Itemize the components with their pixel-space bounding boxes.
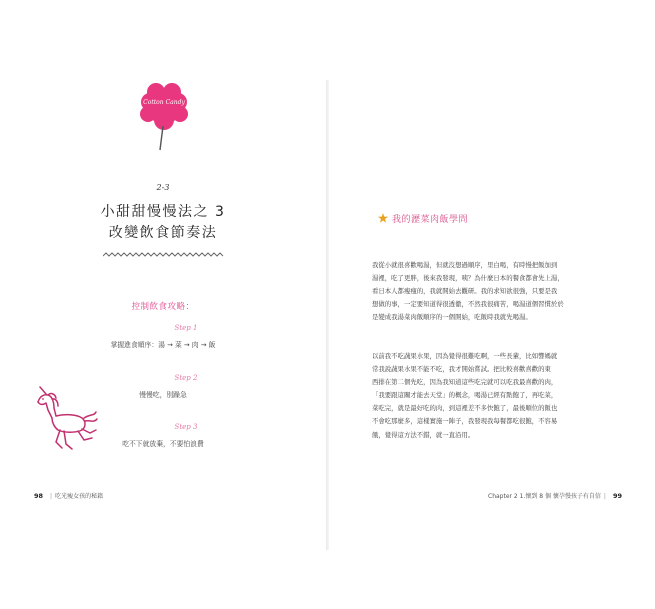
step-1-text: 掌握進食順序：湯 → 菜 → 肉 → 飯 xyxy=(110,341,216,349)
candy-label: Cotton Candy xyxy=(143,99,185,106)
paragraph-line: 想做的事，一定要知道得很透徹，不然我很痛苦，喝湯道個習慣於於 xyxy=(372,300,564,309)
paragraph-line: 「我要跟這關才能去天堂」的概念，喝湯已經有點飽了，再吃菜， xyxy=(372,391,558,400)
section-title: 我的瀝菜肉飯學問 xyxy=(392,215,469,225)
paragraph-line: 不會吃那麼多，這樣實施一陣子，我發現我每餐都吃很飽，不容易 xyxy=(372,417,558,426)
step-1-label: Step 1 xyxy=(174,324,198,332)
paragraph-line: 以前我不吃蔬果水果，因為覺得很難吃啊，一些長輩，比如響媽就 xyxy=(372,352,558,360)
step-3-text: 吃不下就放棄，不要怕浪費 xyxy=(122,440,204,448)
chapter-title-line1: 小甜甜慢慢法之 3 xyxy=(100,204,226,220)
paragraph-1 xyxy=(372,259,604,324)
paragraph-line: 菜吃完，就是最好吃的肉，到這裡差不多快飽了，最後順位的飯也 xyxy=(372,404,558,413)
paragraph-line: 西排在第二個先吃，因為我知道這些吃完就可以吃我最喜歡的肉， xyxy=(372,378,558,387)
star-icon xyxy=(378,213,388,223)
book-gutter xyxy=(326,80,329,550)
right-footer-chapter: Chapter 2 xyxy=(488,493,518,500)
paragraph-2 xyxy=(372,350,604,442)
paragraph-line: 常我說蔬果水果不能不吃，我才開始嘗試。把比較喜歡喜歡的東 xyxy=(372,365,551,374)
chapter-title-line2: 改變飲食節奏法 xyxy=(108,225,218,241)
unicorn-icon xyxy=(34,386,100,456)
paragraph-line: 湯裡，吃了更胖，後來我發現，咦？為什麼日本的餐食都會先上湯， xyxy=(372,274,564,283)
step-2-label: Step 2 xyxy=(174,374,198,382)
left-page-number: 98 xyxy=(34,492,44,500)
step-3-label: Step 3 xyxy=(174,423,198,431)
right-footer-title: 1.懷到 8 個 懷孕慢孩子有自信 xyxy=(519,493,601,500)
paragraph-line: 餓，覺得這方法不錯，就一直沿用。 xyxy=(372,430,475,439)
paragraph-line: 看日本人都瘦瘦的，我就開始去觀研。我的求知欲很強，只要是我 xyxy=(372,287,558,296)
paragraph-line: 是變成我湯菜肉飯順序的一個開始，吃飯時我就先喝湯。 xyxy=(372,313,532,322)
paragraph-line: 我從小就很喜歡喝湯，但就沒想過順序，里白喝，有時慢把飯加到 xyxy=(372,261,558,269)
left-footer xyxy=(34,491,103,500)
chapter-number: 2-3 xyxy=(156,183,170,192)
right-page-number: 99 xyxy=(612,492,622,500)
diet-tips-title: 控制飲食攻略： xyxy=(131,302,195,312)
footer-separator: | xyxy=(603,493,606,500)
footer-separator: | xyxy=(50,493,53,500)
zigzag-divider xyxy=(103,252,225,258)
step-2-text: 慢慢吃，別躁急 xyxy=(139,391,187,399)
left-footer-title: 吃光瘦女孩的秘籍 xyxy=(55,493,104,500)
cotton-candy-icon xyxy=(136,82,192,154)
right-footer xyxy=(488,491,622,500)
